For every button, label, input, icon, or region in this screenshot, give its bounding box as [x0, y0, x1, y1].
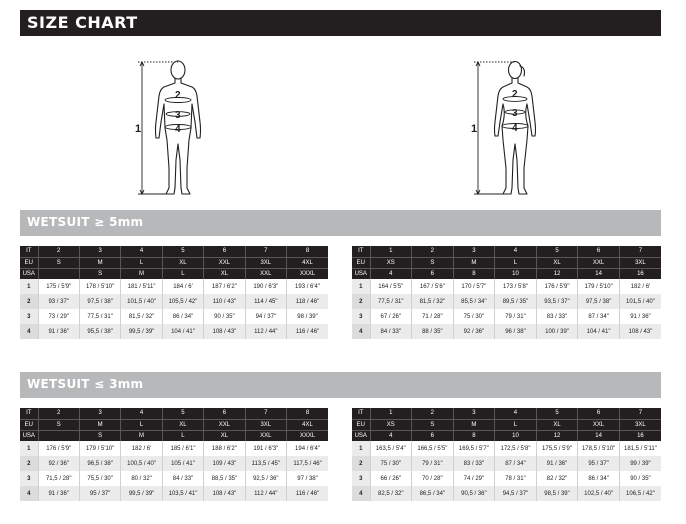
table-cell: 80 / 32" — [121, 471, 162, 486]
size-header-cell: 4 — [370, 268, 412, 279]
table-cell: 79 / 31" — [495, 309, 537, 324]
table-cell: 101,5 / 40" — [619, 294, 661, 309]
table-cell: 81,5 / 32" — [412, 294, 454, 309]
size-header-cell: L — [121, 257, 162, 268]
table-cell: 86 / 34" — [162, 309, 203, 324]
table-cell: 182 / 6' — [121, 441, 162, 456]
size-header-cell: 14 — [578, 430, 620, 441]
size-header-cell: 2 — [412, 246, 454, 257]
table-cell: 91 / 36" — [536, 456, 578, 471]
measure-number-cell: 3 — [352, 309, 370, 324]
table-cell: 66 / 26" — [370, 471, 412, 486]
size-header-cell: L — [495, 419, 537, 430]
header-row — [20, 257, 328, 268]
table-cell: 93,5 / 37" — [536, 294, 578, 309]
size-header-cell: S — [412, 419, 454, 430]
size-header-cell: 8 — [453, 268, 495, 279]
table-row — [20, 309, 328, 324]
table-cell: 179 / 5'10" — [79, 441, 120, 456]
male-label-3: 3 — [175, 110, 181, 121]
table-cell: 173 / 5'8" — [495, 279, 537, 294]
size-header-cell: 4XL — [287, 257, 328, 268]
table-cell: 116 / 46" — [287, 486, 328, 501]
size-header-cell: 3 — [453, 408, 495, 419]
table-cell: 169,5 / 5'7" — [453, 441, 495, 456]
measure-number-cell: 2 — [352, 456, 370, 471]
table-cell: 75 / 30" — [453, 309, 495, 324]
table-cell: 77,5 / 31" — [79, 309, 120, 324]
table-cell: 175,5 / 5'9" — [536, 441, 578, 456]
header-row — [20, 268, 328, 279]
table-cell: 116 / 46" — [287, 324, 328, 339]
size-header-cell: XXXL — [287, 430, 328, 441]
size-header-cell: 1 — [370, 408, 412, 419]
table-cell: 83 / 33" — [536, 309, 578, 324]
size-header-cell: XXL — [245, 268, 286, 279]
measure-number-cell: 4 — [352, 324, 370, 339]
measure-number-cell: 3 — [20, 471, 38, 486]
table-cell: 172,5 / 5'8" — [495, 441, 537, 456]
row-header-cell: USA — [20, 268, 38, 279]
row-header-cell: EU — [352, 257, 370, 268]
page-title: SIZE CHART — [27, 13, 138, 32]
size-header-cell: 6 — [204, 408, 245, 419]
table-cell: 194 / 6'4" — [287, 441, 328, 456]
table-5mm-men — [20, 246, 328, 339]
row-header-cell: USA — [20, 430, 38, 441]
male-label-4: 4 — [175, 124, 181, 135]
table-cell: 108 / 43" — [204, 486, 245, 501]
table-3mm-men — [20, 408, 328, 501]
table-cell: 179 / 5'10" — [578, 279, 620, 294]
table-cell: 181,5 / 5'11" — [619, 441, 661, 456]
table-cell: 86,5 / 34" — [412, 486, 454, 501]
table-cell: 176 / 5'9" — [38, 441, 79, 456]
size-header-cell: 4 — [370, 430, 412, 441]
table-cell: 95 / 37" — [578, 456, 620, 471]
size-header-cell: 3XL — [245, 419, 286, 430]
table-cell: 99,5 / 39" — [121, 486, 162, 501]
table-cell: 71 / 28" — [412, 309, 454, 324]
female-label-2: 2 — [512, 89, 518, 100]
table-cell: 188 / 6'2" — [204, 441, 245, 456]
table-cell: 99 / 39" — [619, 456, 661, 471]
table-cell: 90 / 35" — [204, 309, 245, 324]
size-header-cell: XL — [204, 430, 245, 441]
size-header-cell: 7 — [245, 408, 286, 419]
table-cell: 81,5 / 32" — [121, 309, 162, 324]
size-header-cell: 8 — [287, 408, 328, 419]
table-cell: 176 / 5'9" — [536, 279, 578, 294]
size-header-cell: XS — [370, 419, 412, 430]
table-cell: 163,5 / 5'4" — [370, 441, 412, 456]
size-header-cell: L — [162, 430, 203, 441]
table-cell: 88,5 / 35" — [204, 471, 245, 486]
size-header-cell: M — [121, 268, 162, 279]
size-header-cell — [38, 268, 79, 279]
size-header-cell: 12 — [536, 430, 578, 441]
size-header-cell: XL — [162, 257, 203, 268]
table-cell: 104 / 41" — [578, 324, 620, 339]
header-row — [352, 246, 661, 257]
size-header-cell: 3XL — [619, 257, 661, 268]
header-row — [352, 430, 661, 441]
table-cell: 100 / 39" — [536, 324, 578, 339]
table-cell: 77,5 / 31" — [370, 294, 412, 309]
header-row — [352, 408, 661, 419]
row-header-cell: USA — [352, 268, 370, 279]
size-header-cell: S — [38, 257, 79, 268]
size-header-cell: 4 — [121, 408, 162, 419]
table-cell: 178,5 / 5'10" — [578, 441, 620, 456]
size-header-cell: 6 — [412, 268, 454, 279]
size-header-cell: 6 — [578, 246, 620, 257]
header-row — [20, 246, 328, 257]
table-cell: 91 / 36" — [619, 309, 661, 324]
table-cell: 84 / 33" — [162, 471, 203, 486]
table-row — [20, 471, 328, 486]
size-header-cell: 5 — [162, 408, 203, 419]
size-header-cell: 2 — [412, 408, 454, 419]
size-header-cell: 10 — [495, 430, 537, 441]
table-cell: 102,5 / 40" — [578, 486, 620, 501]
size-header-cell: 16 — [619, 430, 661, 441]
size-header-cell: 3 — [79, 246, 120, 257]
table-cell: 91 / 36" — [38, 486, 79, 501]
size-header-cell: 6 — [204, 246, 245, 257]
female-figure — [470, 56, 550, 201]
size-header-cell: XL — [536, 257, 578, 268]
table-cell: 98 / 39" — [287, 309, 328, 324]
size-header-cell: L — [121, 419, 162, 430]
table-cell: 91 / 36" — [38, 324, 79, 339]
table-cell: 114 / 45" — [245, 294, 286, 309]
table-cell: 182 / 6' — [619, 279, 661, 294]
title-bar — [20, 10, 661, 36]
header-row — [352, 257, 661, 268]
size-header-cell: XS — [370, 257, 412, 268]
section-bar-wetsuit-5mm — [20, 210, 661, 236]
table-cell: 84 / 33" — [370, 324, 412, 339]
size-header-cell: 5 — [536, 246, 578, 257]
row-header-cell: USA — [352, 430, 370, 441]
row-header-cell: EU — [352, 419, 370, 430]
size-header-cell: M — [79, 257, 120, 268]
size-header-cell: 6 — [412, 430, 454, 441]
table-cell: 106,5 / 42" — [619, 486, 661, 501]
table-cell: 87 / 34" — [495, 456, 537, 471]
table-cell: 94 / 37" — [245, 309, 286, 324]
table-row — [20, 441, 328, 456]
size-header-cell: XXL — [578, 257, 620, 268]
section-bar-wetsuit-3mm — [20, 372, 661, 398]
table-cell: 92 / 36" — [38, 456, 79, 471]
table-cell: 108 / 43" — [619, 324, 661, 339]
measure-number-cell: 1 — [20, 441, 38, 456]
size-header-cell: S — [38, 419, 79, 430]
table-5mm-women — [352, 246, 661, 339]
table-cell: 75,5 / 30" — [79, 471, 120, 486]
size-header-cell: 4XL — [287, 419, 328, 430]
size-header-cell: M — [121, 430, 162, 441]
table-cell: 190 / 6'3" — [245, 279, 286, 294]
size-header-cell: XXL — [245, 430, 286, 441]
table-cell: 85,5 / 34" — [453, 294, 495, 309]
table-row — [352, 324, 661, 339]
table-cell: 117,5 / 46" — [287, 456, 328, 471]
female-body-illustration — [470, 56, 550, 201]
size-header-cell: 8 — [453, 430, 495, 441]
measure-number-cell: 2 — [352, 294, 370, 309]
measure-number-cell: 4 — [20, 324, 38, 339]
header-row — [20, 419, 328, 430]
table-row — [20, 324, 328, 339]
table-row — [352, 471, 661, 486]
row-header-cell: IT — [20, 246, 38, 257]
female-label-1: 1 — [471, 123, 478, 135]
header-row — [20, 430, 328, 441]
table-cell: 110 / 43" — [204, 294, 245, 309]
table-cell: 98,5 / 39" — [536, 486, 578, 501]
female-label-3: 3 — [512, 108, 518, 119]
size-header-cell: XXXL — [287, 268, 328, 279]
table-cell: 104 / 41" — [162, 324, 203, 339]
table-cell: 166,5 / 5'5" — [412, 441, 454, 456]
header-row — [352, 419, 661, 430]
table-row — [352, 456, 661, 471]
size-header-cell: S — [79, 268, 120, 279]
size-header-cell: M — [79, 419, 120, 430]
header-row — [20, 408, 328, 419]
size-header-cell: 12 — [536, 268, 578, 279]
table-cell: 82,5 / 32" — [370, 486, 412, 501]
row-header-cell: IT — [20, 408, 38, 419]
male-label-1: 1 — [135, 123, 142, 135]
measure-number-cell: 1 — [352, 279, 370, 294]
table-cell: 83 / 33" — [453, 456, 495, 471]
size-header-cell: 3 — [79, 408, 120, 419]
table-cell: 193 / 6'4" — [287, 279, 328, 294]
header-row — [352, 268, 661, 279]
table-cell: 95 / 37" — [79, 486, 120, 501]
size-header-cell — [38, 430, 79, 441]
size-header-cell: 4 — [495, 246, 537, 257]
table-cell: 181 / 5'11" — [121, 279, 162, 294]
measure-number-cell: 1 — [352, 441, 370, 456]
table-cell: 70 / 28" — [412, 471, 454, 486]
size-header-cell: XXL — [204, 257, 245, 268]
table-cell: 101,5 / 40" — [121, 294, 162, 309]
size-header-cell: 5 — [162, 246, 203, 257]
table-cell: 105 / 41" — [162, 456, 203, 471]
table-row — [352, 441, 661, 456]
table-cell: 167 / 5'6" — [412, 279, 454, 294]
row-header-cell: EU — [20, 419, 38, 430]
size-header-cell: 1 — [370, 246, 412, 257]
table-body — [352, 408, 661, 501]
section-title: WETSUIT ≤ 3mm — [27, 377, 144, 391]
size-header-cell: 4 — [495, 408, 537, 419]
size-header-cell: XXL — [578, 419, 620, 430]
size-header-cell: L — [495, 257, 537, 268]
size-header-cell: 3XL — [619, 419, 661, 430]
size-header-cell: 4 — [121, 246, 162, 257]
size-header-cell: 2 — [38, 408, 79, 419]
table-cell: 79 / 31" — [412, 456, 454, 471]
table-cell: 170 / 5'7" — [453, 279, 495, 294]
table-cell: 67 / 26" — [370, 309, 412, 324]
measure-number-cell: 2 — [20, 456, 38, 471]
table-cell: 112 / 44" — [245, 324, 286, 339]
table-cell: 184 / 6' — [162, 279, 203, 294]
table-row — [352, 309, 661, 324]
size-header-cell: XL — [204, 268, 245, 279]
size-header-cell: M — [453, 257, 495, 268]
table-cell: 103,5 / 41" — [162, 486, 203, 501]
size-header-cell: 7 — [619, 246, 661, 257]
size-header-cell: S — [79, 430, 120, 441]
measure-number-cell: 3 — [352, 471, 370, 486]
table-cell: 88 / 35" — [412, 324, 454, 339]
table-cell: 95,5 / 38" — [79, 324, 120, 339]
table-cell: 105,5 / 42" — [162, 294, 203, 309]
table-cell: 100,5 / 40" — [121, 456, 162, 471]
table-cell: 96,5 / 38" — [79, 456, 120, 471]
table-cell: 108 / 43" — [204, 324, 245, 339]
table-3mm-women — [352, 408, 661, 501]
table-cell: 89,5 / 35" — [495, 294, 537, 309]
table-body — [20, 246, 328, 339]
table-cell: 187 / 6'2" — [204, 279, 245, 294]
size-header-cell: XL — [162, 419, 203, 430]
measure-number-cell: 4 — [20, 486, 38, 501]
table-cell: 73 / 29" — [38, 309, 79, 324]
table-cell: 90 / 35" — [619, 471, 661, 486]
size-header-cell: S — [412, 257, 454, 268]
size-header-cell: 6 — [578, 408, 620, 419]
table-cell: 118 / 46" — [287, 294, 328, 309]
measure-number-cell: 4 — [352, 486, 370, 501]
table-cell: 94,5 / 37" — [495, 486, 537, 501]
table-row — [20, 279, 328, 294]
size-header-cell: 2 — [38, 246, 79, 257]
table-cell: 96 / 38" — [495, 324, 537, 339]
table-row — [352, 486, 661, 501]
size-header-cell: XXL — [204, 419, 245, 430]
table-cell: 164 / 5'5" — [370, 279, 412, 294]
size-header-cell: 7 — [619, 408, 661, 419]
table-cell: 74 / 29" — [453, 471, 495, 486]
measure-number-cell: 3 — [20, 309, 38, 324]
size-header-cell: 14 — [578, 268, 620, 279]
table-cell: 97,5 / 38" — [79, 294, 120, 309]
size-header-cell: 3XL — [245, 257, 286, 268]
size-header-cell: 7 — [245, 246, 286, 257]
table-cell: 71,5 / 28" — [38, 471, 79, 486]
male-figure — [134, 56, 214, 201]
size-header-cell: 5 — [536, 408, 578, 419]
table-cell: 82 / 32" — [536, 471, 578, 486]
table-cell: 113,5 / 45" — [245, 456, 286, 471]
size-header-cell: M — [453, 419, 495, 430]
table-row — [20, 486, 328, 501]
female-label-4: 4 — [512, 123, 518, 134]
table-cell: 97 / 38" — [287, 471, 328, 486]
table-cell: 90,5 / 36" — [453, 486, 495, 501]
table-cell: 185 / 6'1" — [162, 441, 203, 456]
measure-number-cell: 1 — [20, 279, 38, 294]
row-header-cell: EU — [20, 257, 38, 268]
table-cell: 175 / 5'9" — [38, 279, 79, 294]
table-cell: 93 / 37" — [38, 294, 79, 309]
row-header-cell: IT — [352, 408, 370, 419]
table-cell: 109 / 43" — [204, 456, 245, 471]
table-body — [352, 246, 661, 339]
table-cell: 92,5 / 36" — [245, 471, 286, 486]
table-row — [352, 294, 661, 309]
size-header-cell: L — [162, 268, 203, 279]
table-cell: 78 / 31" — [495, 471, 537, 486]
male-label-2: 2 — [175, 90, 181, 101]
table-cell: 178 / 5'10" — [79, 279, 120, 294]
table-cell: 86 / 34" — [578, 471, 620, 486]
section-title: WETSUIT ≥ 5mm — [27, 215, 144, 229]
size-header-cell: XL — [536, 419, 578, 430]
table-row — [20, 456, 328, 471]
male-body-illustration — [134, 56, 214, 201]
table-cell: 99,5 / 39" — [121, 324, 162, 339]
table-cell: 75 / 30" — [370, 456, 412, 471]
table-cell: 87 / 34" — [578, 309, 620, 324]
table-cell: 112 / 44" — [245, 486, 286, 501]
table-cell: 191 / 6'3" — [245, 441, 286, 456]
size-header-cell: 8 — [287, 246, 328, 257]
table-cell: 92 / 36" — [453, 324, 495, 339]
size-header-cell: 16 — [619, 268, 661, 279]
measure-number-cell: 2 — [20, 294, 38, 309]
table-body — [20, 408, 328, 501]
table-row — [20, 294, 328, 309]
row-header-cell: IT — [352, 246, 370, 257]
size-header-cell: 3 — [453, 246, 495, 257]
table-row — [352, 279, 661, 294]
size-header-cell: 10 — [495, 268, 537, 279]
table-cell: 97,5 / 38" — [578, 294, 620, 309]
